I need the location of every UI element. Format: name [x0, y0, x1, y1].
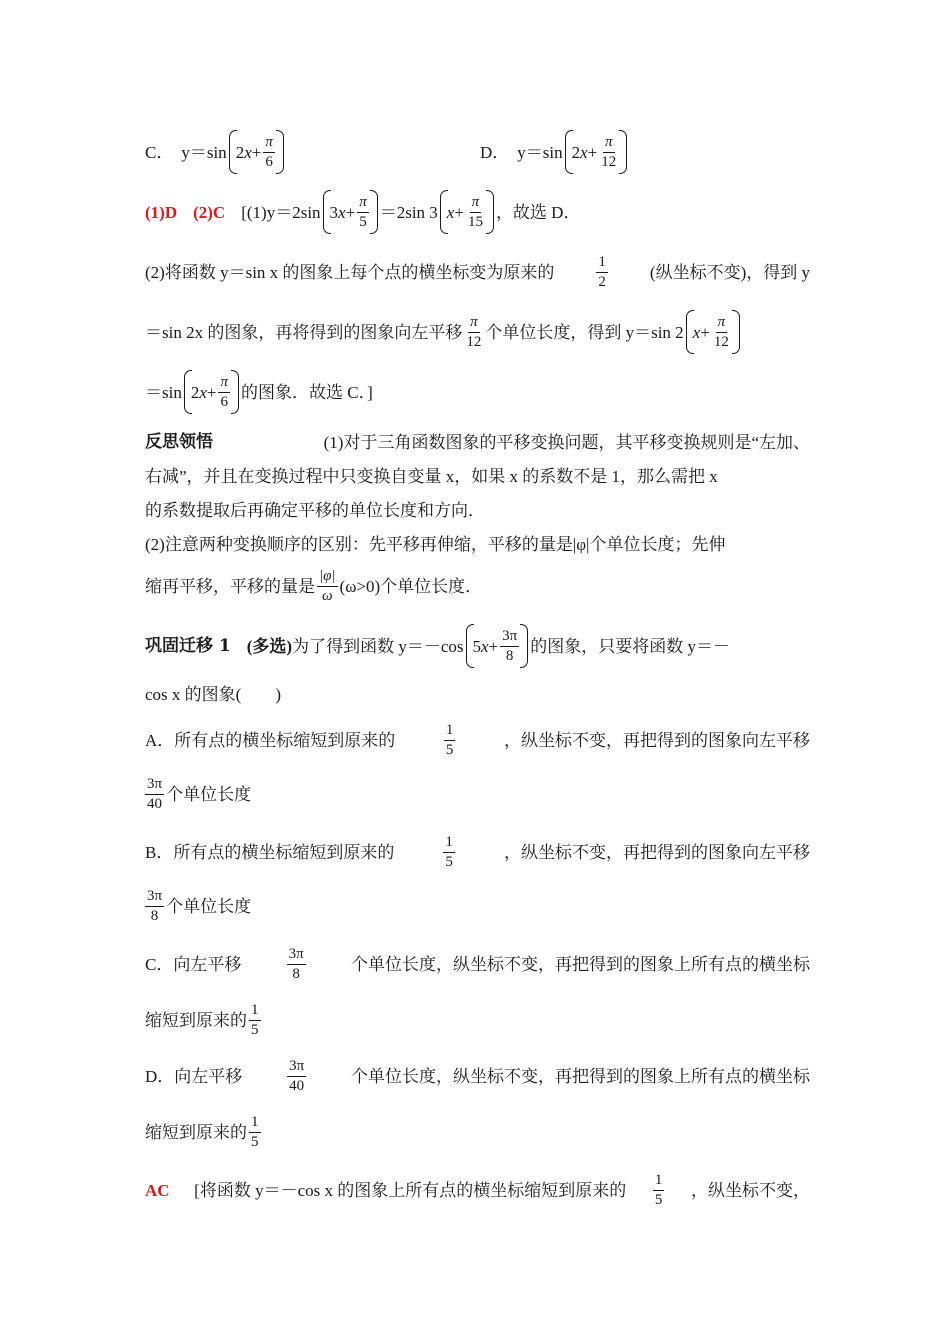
numerator: 1 — [249, 1114, 261, 1133]
exercise-paren — [466, 628, 529, 664]
numerator: 3π — [287, 1058, 306, 1077]
final-text-2: ，纵坐标不变， — [690, 1180, 810, 1200]
explain2-paren-2 — [184, 374, 239, 410]
option-d-paren — [565, 134, 628, 170]
reflection-text-5a: 缩再平移，平移的量是 — [145, 576, 315, 596]
fraction — [466, 194, 485, 230]
explain2-line-3 — [145, 368, 810, 416]
fraction — [263, 134, 275, 170]
reflection-text-3: 的系数提取后再确定平移的单位长度和方向． — [145, 500, 485, 520]
choice-d-text-b: 个单位长度，纵坐标不变，再把得到的图象上所有点的横坐标 — [350, 1066, 810, 1086]
fraction — [500, 628, 519, 664]
denominator: 6 — [220, 393, 228, 410]
option-c-paren — [229, 134, 284, 170]
plus: + — [587, 142, 598, 162]
denominator: 12 — [713, 333, 729, 350]
choice-c-text-a: C．向左平移 — [145, 954, 242, 974]
numerator: π — [603, 134, 615, 153]
numerator: 3π — [500, 628, 519, 647]
reflection-line-5 — [145, 562, 810, 610]
fraction — [145, 888, 164, 924]
fraction — [444, 722, 456, 758]
exercise-line-1 — [145, 622, 810, 670]
denominator: 5 — [251, 1133, 259, 1150]
numerator: 1 — [249, 1002, 261, 1021]
numerator: π — [263, 134, 275, 153]
option-d-func: y＝sin — [517, 142, 563, 162]
fraction — [249, 1114, 261, 1150]
answer-text-3: ，故选 D． — [495, 202, 581, 222]
plus: + — [251, 142, 262, 162]
explain2-text-2a: ＝sin 2x 的图象，再将得到的图象向左平移 — [145, 322, 463, 342]
option-row-cd — [145, 128, 810, 176]
plus: + — [345, 202, 356, 222]
explain2-line-1 — [145, 248, 810, 296]
choice-c-line-1[interactable] — [145, 940, 810, 988]
denominator: 5 — [445, 741, 454, 758]
explain2-paren — [686, 314, 740, 350]
coef: 3 — [329, 202, 339, 222]
choice-d-line-1[interactable] — [145, 1052, 810, 1100]
fraction — [317, 568, 338, 604]
explain2-text-2b: 个单位长度，得到 y＝sin 2 — [485, 322, 684, 342]
explain2-text-1a: (2)将函数 y＝sin x 的图象上每个点的横坐标变为原来的 — [145, 262, 555, 282]
final-answer: AC — [145, 1180, 170, 1200]
numerator: π — [468, 314, 480, 333]
explain2-line-2 — [145, 308, 810, 356]
numerator: |φ| — [317, 568, 338, 587]
answer-paren-1 — [323, 194, 378, 230]
exercise-text-1b: 的图象，只要将函数 y＝－ — [530, 636, 730, 656]
option-d — [480, 134, 629, 170]
exercise-heading: 巩固迁移 1 — [145, 635, 231, 656]
var-x: x — [580, 142, 588, 162]
explain2-text-1b: (纵坐标不变)，得到 y — [649, 262, 810, 282]
denominator: 6 — [265, 153, 273, 170]
answer-text-2: ＝2sin 3 — [379, 202, 438, 222]
fraction — [287, 1058, 306, 1094]
choice-d-text-a: D．向左平移 — [145, 1066, 243, 1086]
fraction — [218, 374, 230, 410]
numerator: 1 — [596, 254, 608, 273]
fraction — [712, 314, 731, 350]
numerator: 3π — [145, 888, 164, 907]
choice-a-line-1[interactable] — [145, 716, 810, 764]
var-x: x — [692, 322, 701, 342]
final-text-1: [将函数 y＝－cos x 的图象上所有点的横坐标缩短到原来的 — [194, 1180, 627, 1200]
choice-a-line-2[interactable] — [145, 770, 810, 818]
choice-b-text-b: ，纵坐标不变，再把得到的图象向左平移 — [504, 842, 810, 862]
explain2-text-3b: 的图象．故选 C．] — [241, 382, 373, 402]
answer-1: (1)D — [145, 202, 178, 222]
option-c-func: y＝sin — [181, 142, 227, 162]
denominator: 15 — [467, 213, 483, 230]
var-x: x — [199, 382, 207, 402]
exercise-tag: (多选) — [246, 636, 293, 656]
fraction — [464, 314, 483, 350]
denominator: 5 — [359, 213, 367, 230]
choice-b-line-1[interactable] — [145, 828, 810, 876]
coef: 5 — [472, 636, 481, 656]
denominator: ω — [321, 587, 333, 604]
reflection-line-4 — [145, 520, 810, 568]
choice-a-text-a: A．所有点的横坐标缩短到原来的 — [145, 730, 396, 750]
option-d-label: D． — [480, 142, 510, 162]
denominator: 8 — [150, 907, 159, 924]
exercise-line-2 — [145, 670, 810, 718]
var-x: x — [481, 636, 489, 656]
choice-d-line-2[interactable] — [145, 1108, 810, 1156]
reflection-heading: 反思领悟 — [145, 431, 213, 452]
numerator: 3π — [287, 946, 306, 965]
plus: + — [488, 636, 499, 656]
reflection-text-4: (2)注意两种变换顺序的区别：先平移再伸缩，平移的量是|φ|个单位长度；先伸 — [145, 534, 726, 554]
var-x: x — [338, 202, 346, 222]
coef: 2 — [571, 142, 581, 162]
fraction — [443, 834, 455, 870]
fraction — [249, 1002, 261, 1038]
choice-a-text-b: ，纵坐标不变，再把得到的图象向左平移 — [504, 730, 810, 750]
numerator: π — [218, 374, 230, 393]
reflection-text-2: 右减”，并且在变换过程中只变换自变量 x，如果 x 的系数不是 1，那么需把 x — [145, 466, 718, 486]
numerator: π — [357, 194, 369, 213]
choice-b-line-2[interactable] — [145, 882, 810, 930]
denominator: 2 — [598, 273, 606, 290]
fraction — [596, 254, 608, 290]
denominator: 8 — [292, 965, 300, 982]
fraction — [287, 946, 306, 982]
plus: + — [206, 382, 217, 402]
choice-d-text-c: 缩短到原来的 — [145, 1122, 247, 1142]
choice-c-line-2[interactable] — [145, 996, 810, 1044]
choice-c-text-c: 缩短到原来的 — [145, 1010, 247, 1030]
numerator: 1 — [653, 1172, 665, 1191]
choice-c-text-b: 个单位长度，纵坐标不变，再把得到的图象上所有点的横坐标 — [350, 954, 810, 974]
numerator: 1 — [444, 722, 456, 741]
fraction — [653, 1172, 665, 1208]
final-answer-line — [145, 1166, 810, 1214]
numerator: π — [716, 314, 728, 333]
numerator: 3π — [145, 776, 164, 795]
denominator: 12 — [466, 333, 482, 350]
denominator: 12 — [601, 153, 617, 170]
option-c — [145, 134, 480, 170]
denominator: 40 — [147, 795, 163, 812]
denominator: 5 — [251, 1021, 259, 1038]
denominator: 5 — [445, 853, 453, 870]
choice-a-text-c: 个单位长度 — [166, 784, 252, 804]
option-c-label: C． — [145, 142, 174, 162]
answer-paren-2 — [440, 194, 494, 230]
var-x: x — [244, 142, 252, 162]
denominator: 5 — [654, 1191, 663, 1208]
coef: 2 — [190, 382, 200, 402]
denominator: 8 — [505, 647, 514, 664]
reflection-text-1: (1)对于三角函数图象的平移变换问题，其平移变换规则是“左加、 — [323, 432, 810, 452]
denominator: 40 — [289, 1077, 305, 1094]
answer-2: (2)C — [193, 202, 226, 222]
exercise-text-1a: 为了得到函数 y＝－cos — [292, 636, 464, 656]
coef: 2 — [235, 142, 245, 162]
numerator: π — [470, 194, 482, 213]
explain2-text-3a: ＝sin — [145, 382, 182, 402]
fraction — [357, 194, 369, 230]
plus: + — [454, 202, 464, 222]
numerator: 1 — [443, 834, 455, 853]
reflection-text-5b: (ω>0)个单位长度． — [339, 576, 483, 596]
choice-b-text-a: B．所有点的横坐标缩短到原来的 — [145, 842, 395, 862]
answer-line-1 — [145, 188, 810, 236]
choice-b-text-c: 个单位长度 — [166, 896, 252, 916]
answer-text-1: [(1)y＝2sin — [241, 202, 321, 222]
var-x: x — [446, 202, 455, 222]
fraction — [599, 134, 618, 170]
exercise-text-2: cos x 的图象( ) — [145, 684, 281, 704]
fraction — [145, 776, 164, 812]
plus: + — [700, 322, 710, 342]
